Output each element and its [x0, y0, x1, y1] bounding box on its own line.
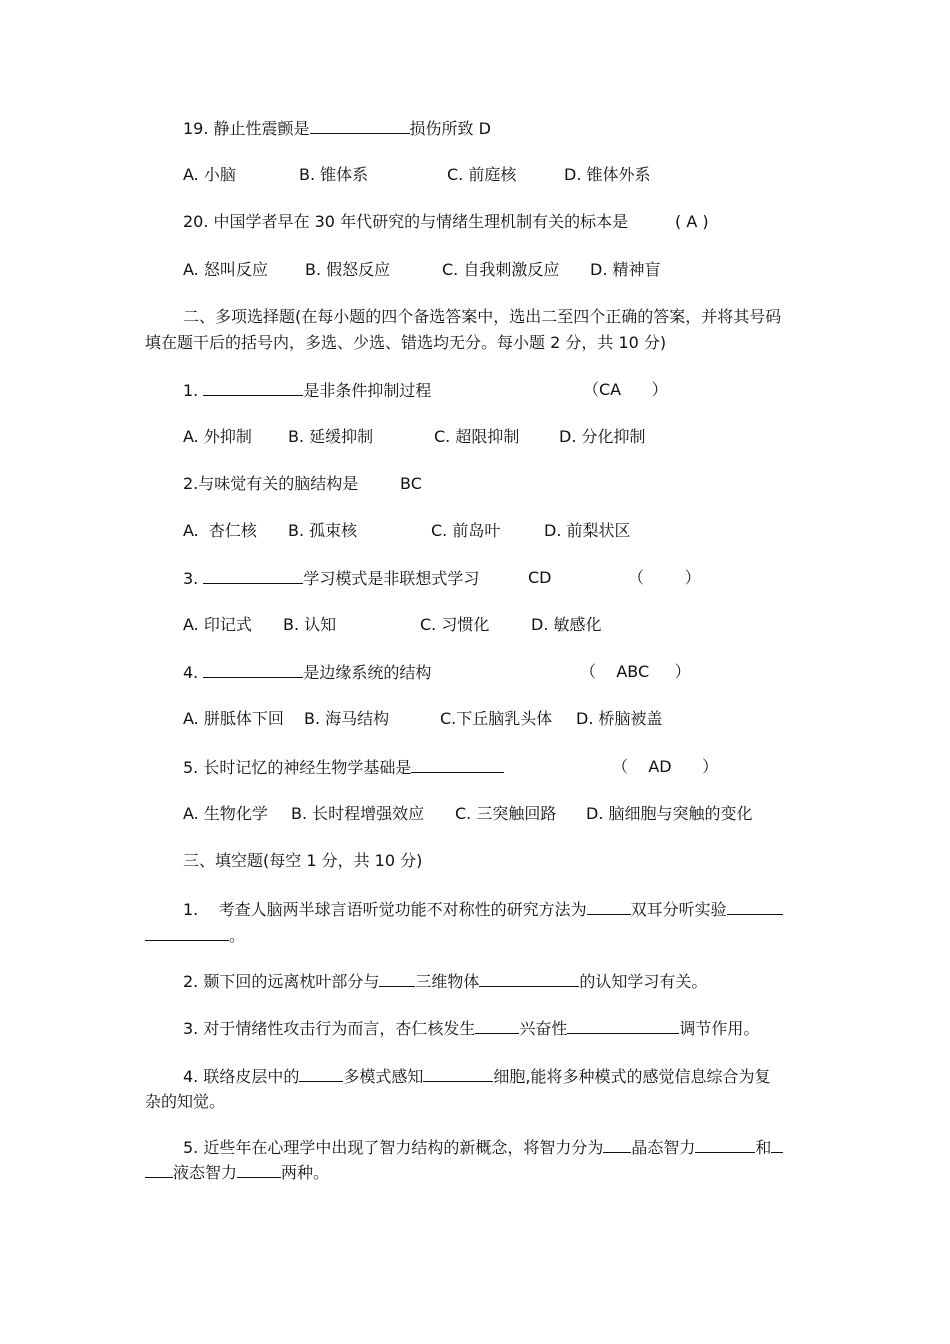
question-m2: 2.与味觉有关的脑结构是 — [183, 474, 359, 493]
option-c: C. 前庭核 — [447, 165, 517, 184]
question-m4 — [183, 662, 431, 683]
question-19 — [183, 118, 491, 139]
answer-blank — [771, 1137, 783, 1153]
section-heading-cont: 填在题干后的括号内，多选、少选、错选均无分。每小题 2 分，共 10 分) — [145, 333, 667, 352]
fill-question-1-cont — [145, 925, 245, 946]
option-b: B. 海马结构 — [304, 709, 390, 728]
filled-answer: 三维物体 — [415, 972, 480, 991]
answer-label: （CA ） — [583, 380, 668, 399]
question-text: 损伤所致 D — [409, 119, 491, 138]
option-c: C. 习惯化 — [420, 615, 490, 634]
fill-question-2 — [183, 971, 707, 992]
answer-label: ( A ) — [675, 212, 709, 231]
question-text: 学习模式是非联想式学习 — [303, 569, 480, 588]
answer-label: CD — [528, 568, 552, 587]
question-text: 是非条件抑制过程 — [303, 381, 432, 400]
answer-blank — [587, 899, 631, 915]
question-text: 5. 长时记忆的神经生物学基础是 — [183, 758, 412, 777]
option-d: D. 桥脑被盖 — [576, 709, 663, 728]
answer-blank — [603, 1137, 631, 1153]
question-text: 4. 联络皮层中的 — [183, 1067, 300, 1086]
question-text: 的认知学习有关。 — [579, 972, 708, 991]
answer-blank — [411, 757, 504, 773]
question-text: 19. 静止性震颤是 — [183, 119, 310, 138]
answer-paren: （ ） — [628, 568, 701, 587]
fill-question-4-cont: 杂的知觉。 — [145, 1092, 226, 1111]
answer-label: BC — [400, 474, 422, 493]
answer-blank — [379, 971, 415, 987]
question-m3 — [183, 568, 479, 589]
filled-answer: 多模式感知 — [343, 1067, 424, 1086]
question-m1 — [183, 380, 431, 401]
filled-answer: 液态智力 — [173, 1163, 238, 1182]
fill-question-5 — [183, 1137, 783, 1158]
option-d: D. 前梨状区 — [544, 521, 631, 540]
answer-label: （ ABC ） — [580, 662, 691, 681]
option-c: C. 前岛叶 — [431, 521, 501, 540]
question-text: 调节作用。 — [679, 1019, 760, 1038]
answer-blank — [299, 1066, 343, 1082]
option-c: C. 超限抑制 — [434, 427, 520, 446]
option-d: D. 脑细胞与突触的变化 — [586, 804, 753, 823]
answer-blank — [203, 380, 303, 396]
section-heading: 二、多项选择题(在每小题的四个备选答案中，选出二至四个正确的答案，并将其号码 — [183, 307, 782, 326]
fill-question-5-cont — [145, 1162, 329, 1183]
answer-blank — [479, 971, 579, 987]
answer-blank — [145, 1162, 173, 1178]
question-text: 。 — [229, 926, 246, 945]
option-d: D. 锥体外系 — [564, 165, 651, 184]
option-a: A. 胼胝体下回 — [183, 709, 284, 728]
question-text: 两种。 — [281, 1163, 330, 1182]
filled-answer: 晶态智力 — [631, 1138, 696, 1157]
answer-blank — [423, 1066, 493, 1082]
option-b: B. 孤束核 — [288, 521, 358, 540]
answer-blank — [695, 1137, 755, 1153]
option-b: B. 锥体系 — [299, 165, 369, 184]
question-m5 — [183, 757, 504, 778]
question-text: 2. 颞下回的远离枕叶部分与 — [183, 972, 380, 991]
fill-question-4 — [183, 1066, 770, 1087]
answer-blank — [475, 1018, 519, 1034]
answer-label: （ AD ） — [612, 757, 719, 776]
section-heading: 三、填空题(每空 1 分，共 10 分) — [183, 851, 423, 870]
question-text: 3. — [183, 569, 199, 588]
option-b: B. 长时程增强效应 — [291, 804, 425, 823]
option-c: C. 三突触回路 — [455, 804, 557, 823]
option-a: A. 外抑制 — [183, 427, 252, 446]
answer-blank — [310, 118, 410, 134]
question-text: 5. 近些年在心理学中出现了智力结构的新概念，将智力分为 — [183, 1138, 604, 1157]
answer-blank — [203, 662, 303, 678]
question-text: 1. 考查人脑两半球言语听觉功能不对称性的研究方法为 — [183, 900, 587, 919]
answer-blank — [727, 899, 783, 915]
question-text: 3. 对于情绪性攻击行为而言，杏仁核发生 — [183, 1019, 476, 1038]
option-a: A. 小脑 — [183, 165, 236, 184]
option-a: A. 怒叫反应 — [183, 260, 268, 279]
option-a: A. 杏仁核 — [183, 521, 257, 540]
option-d: D. 敏感化 — [531, 615, 602, 634]
answer-blank — [567, 1018, 679, 1034]
option-d: D. 分化抑制 — [559, 427, 646, 446]
answer-blank — [145, 925, 229, 941]
option-a: A. 印记式 — [183, 615, 252, 634]
question-text: 细胞,能将多种模式的感觉信息综合为复 — [493, 1067, 771, 1086]
option-c: C. 自我刺激反应 — [442, 260, 560, 279]
question-text: 1. — [183, 381, 199, 400]
fill-question-1 — [183, 899, 783, 920]
question-text: 是边缘系统的结构 — [303, 663, 432, 682]
option-d: D. 精神盲 — [590, 260, 661, 279]
option-b: B. 假怒反应 — [305, 260, 391, 279]
question-text: 4. — [183, 663, 199, 682]
answer-blank — [203, 568, 303, 584]
question-20: 20. 中国学者早在 30 年代研究的与情绪生理机制有关的标本是 — [183, 212, 629, 231]
filled-answer: 兴奋性 — [519, 1019, 568, 1038]
answer-blank — [237, 1162, 281, 1178]
filled-answer: 双耳分听实验 — [630, 900, 727, 919]
fill-question-3 — [183, 1018, 759, 1039]
question-text: 和 — [755, 1138, 772, 1157]
option-c: C.下丘脑乳头体 — [440, 709, 553, 728]
option-a: A. 生物化学 — [183, 804, 268, 823]
option-b: B. 延缓抑制 — [288, 427, 374, 446]
option-b: B. 认知 — [283, 615, 337, 634]
